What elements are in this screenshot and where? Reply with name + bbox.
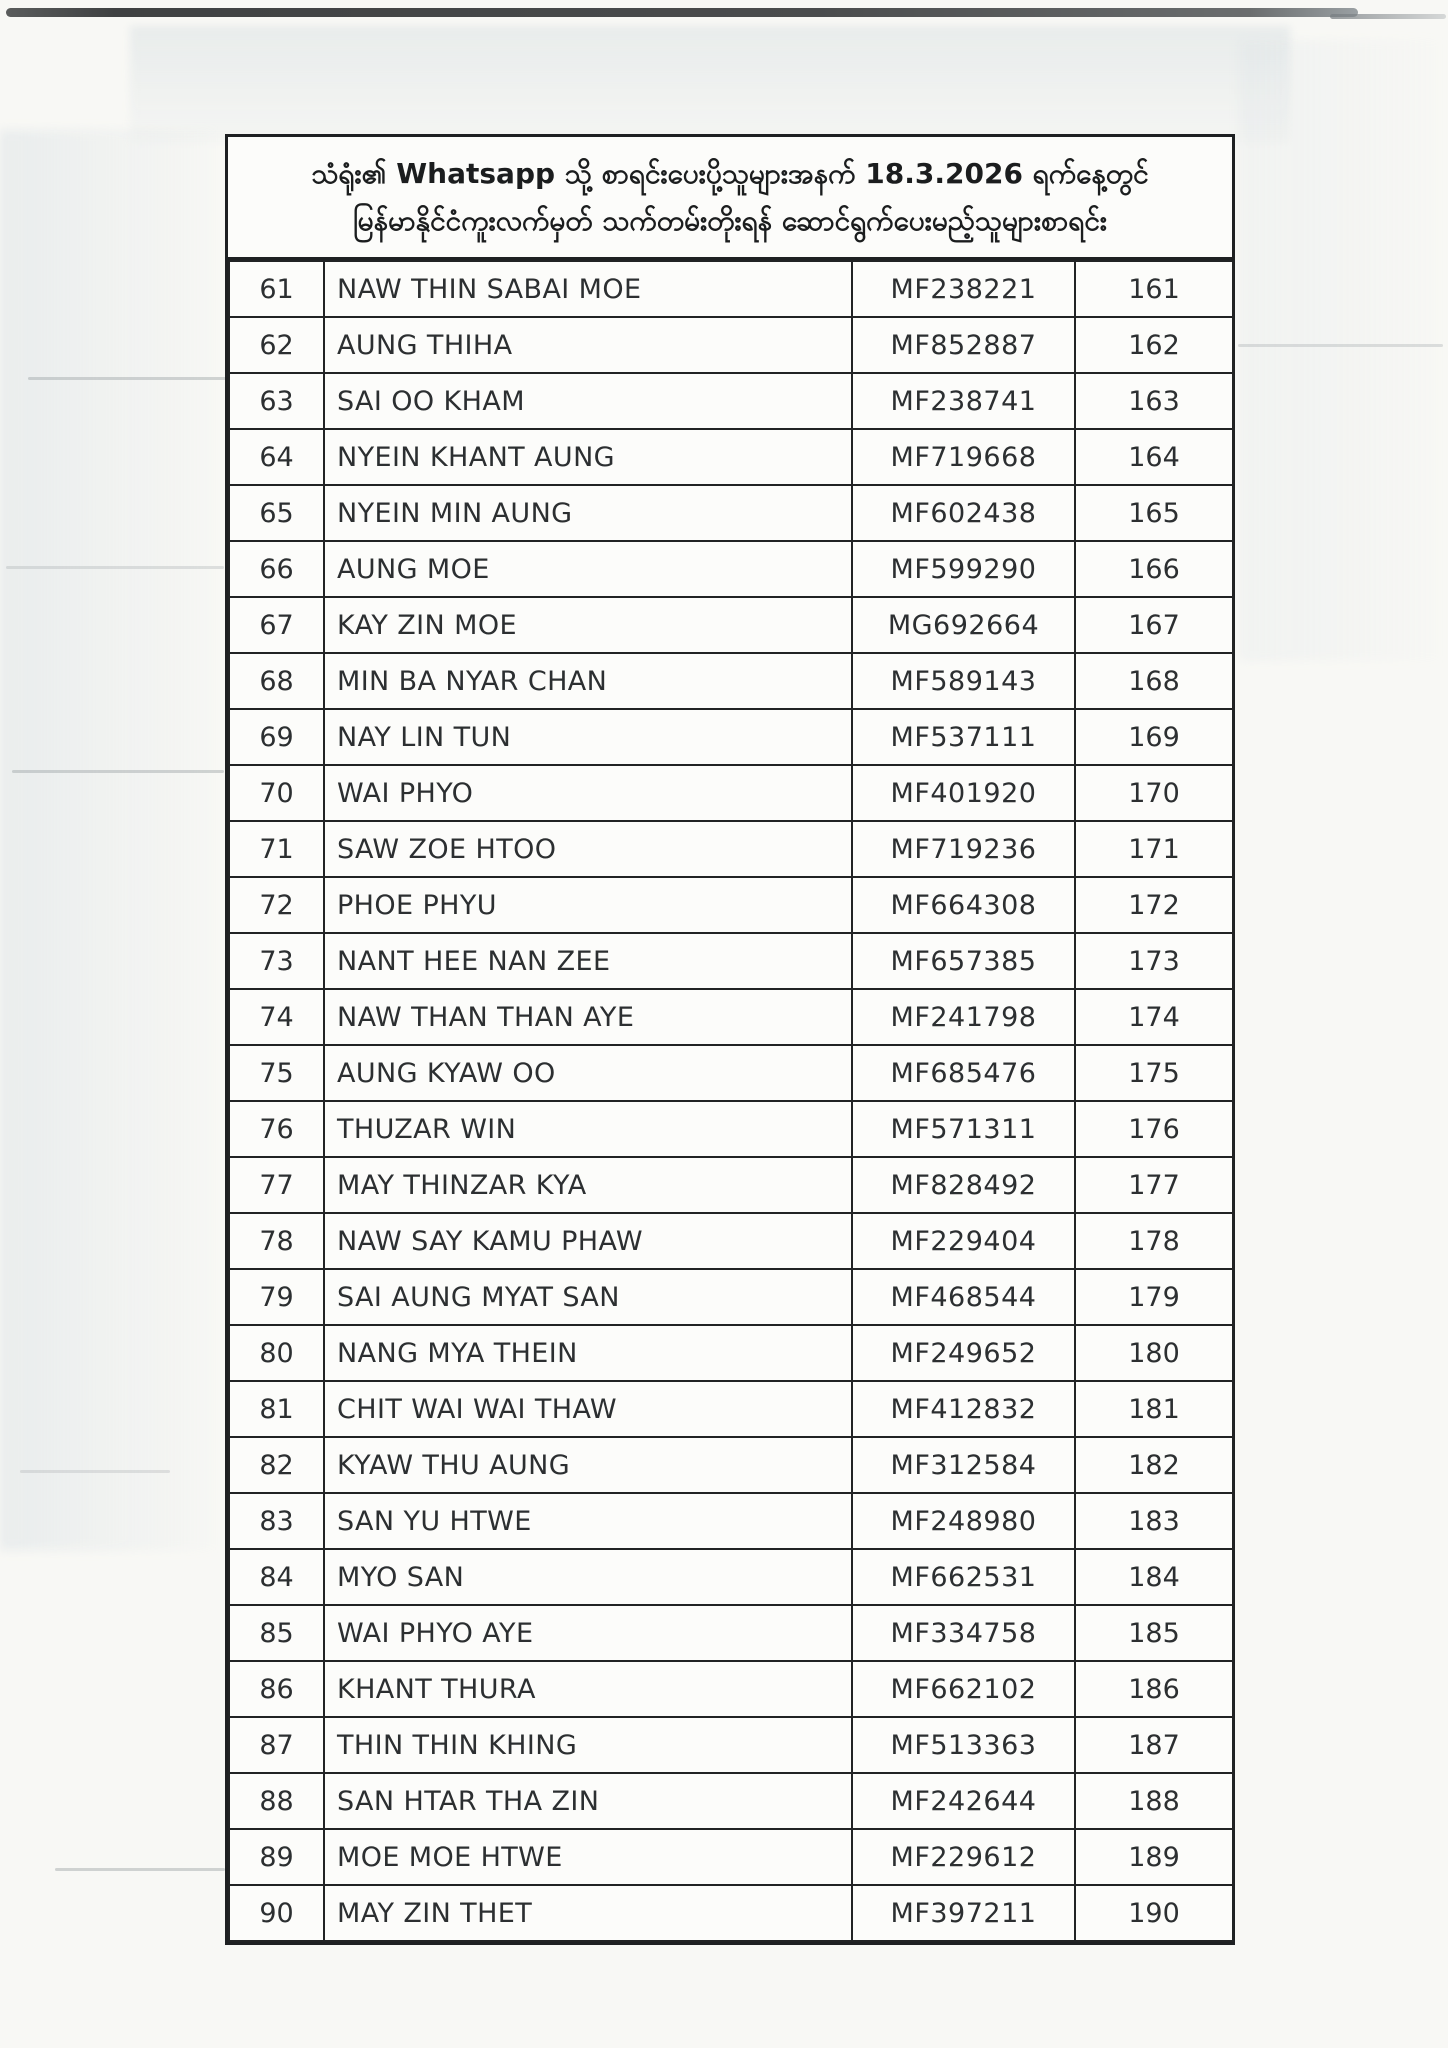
row-number-cell: 87 bbox=[229, 1717, 324, 1773]
table-row bbox=[229, 597, 1233, 653]
row-number-cell: 82 bbox=[229, 1437, 324, 1493]
name-cell: SAN HTAR THA ZIN bbox=[324, 1773, 852, 1829]
serial-number-cell: 164 bbox=[1075, 429, 1233, 485]
table-row bbox=[229, 933, 1233, 989]
table-row bbox=[229, 1437, 1233, 1493]
table-row bbox=[229, 1157, 1233, 1213]
name-cell: KAY ZIN MOE bbox=[324, 597, 852, 653]
passport-number-cell: MF513363 bbox=[852, 1717, 1075, 1773]
row-number-cell: 81 bbox=[229, 1381, 324, 1437]
serial-number-cell: 188 bbox=[1075, 1773, 1233, 1829]
row-number-cell: 89 bbox=[229, 1829, 324, 1885]
name-cell: SAI OO KHAM bbox=[324, 373, 852, 429]
passport-number-cell: MF242644 bbox=[852, 1773, 1075, 1829]
passport-number-cell: MF602438 bbox=[852, 485, 1075, 541]
row-number-cell: 76 bbox=[229, 1101, 324, 1157]
row-number-cell: 63 bbox=[229, 373, 324, 429]
table-row bbox=[229, 1829, 1233, 1885]
table-row bbox=[229, 1661, 1233, 1717]
scan-artifact-line bbox=[20, 1470, 170, 1473]
scan-artifact-tint bbox=[0, 130, 215, 1550]
passport-number-cell: MF657385 bbox=[852, 933, 1075, 989]
scan-artifact-top-line bbox=[6, 8, 1358, 17]
row-number-cell: 85 bbox=[229, 1605, 324, 1661]
row-number-cell: 68 bbox=[229, 653, 324, 709]
passport-number-cell: MF468544 bbox=[852, 1269, 1075, 1325]
passport-number-cell: MF662531 bbox=[852, 1549, 1075, 1605]
serial-number-cell: 169 bbox=[1075, 709, 1233, 765]
passport-number-cell: MF571311 bbox=[852, 1101, 1075, 1157]
document-title bbox=[228, 137, 1232, 260]
table-row bbox=[229, 989, 1233, 1045]
name-cell: NANT HEE NAN ZEE bbox=[324, 933, 852, 989]
passport-number-cell: MF719236 bbox=[852, 821, 1075, 877]
name-cell: THUZAR WIN bbox=[324, 1101, 852, 1157]
table-row bbox=[229, 765, 1233, 821]
name-cell: SAW ZOE HTOO bbox=[324, 821, 852, 877]
passport-number-cell: MF662102 bbox=[852, 1661, 1075, 1717]
table-row bbox=[229, 1269, 1233, 1325]
serial-number-cell: 173 bbox=[1075, 933, 1233, 989]
name-cell: KHANT THURA bbox=[324, 1661, 852, 1717]
row-number-cell: 79 bbox=[229, 1269, 324, 1325]
passport-number-cell: MF537111 bbox=[852, 709, 1075, 765]
name-cell: NAW THAN THAN AYE bbox=[324, 989, 852, 1045]
scan-artifact-line bbox=[28, 377, 228, 380]
roster-table bbox=[228, 260, 1234, 1942]
name-cell: MAY THINZAR KYA bbox=[324, 1157, 852, 1213]
scan-artifact-line bbox=[55, 1868, 225, 1871]
name-cell: MOE MOE HTWE bbox=[324, 1829, 852, 1885]
passport-number-cell: MG692664 bbox=[852, 597, 1075, 653]
serial-number-cell: 184 bbox=[1075, 1549, 1233, 1605]
serial-number-cell: 181 bbox=[1075, 1381, 1233, 1437]
name-cell: AUNG KYAW OO bbox=[324, 1045, 852, 1101]
name-cell: WAI PHYO AYE bbox=[324, 1605, 852, 1661]
name-cell: AUNG MOE bbox=[324, 541, 852, 597]
document-title-line1: သံရုံး၏ Whatsapp သို့ စာရင်းပေးပို့သူများအနက် 18.3.2026 ရက်နေ့တွင် bbox=[311, 157, 1149, 190]
table-body bbox=[229, 261, 1233, 1941]
passport-number-cell: MF685476 bbox=[852, 1045, 1075, 1101]
table-row bbox=[229, 709, 1233, 765]
serial-number-cell: 189 bbox=[1075, 1829, 1233, 1885]
row-number-cell: 74 bbox=[229, 989, 324, 1045]
passport-number-cell: MF664308 bbox=[852, 877, 1075, 933]
table-row bbox=[229, 1325, 1233, 1381]
passport-number-cell: MF229612 bbox=[852, 1829, 1075, 1885]
name-cell: NANG MYA THEIN bbox=[324, 1325, 852, 1381]
row-number-cell: 77 bbox=[229, 1157, 324, 1213]
row-number-cell: 80 bbox=[229, 1325, 324, 1381]
row-number-cell: 72 bbox=[229, 877, 324, 933]
row-number-cell: 70 bbox=[229, 765, 324, 821]
name-cell: NYEIN MIN AUNG bbox=[324, 485, 852, 541]
passport-number-cell: MF334758 bbox=[852, 1605, 1075, 1661]
row-number-cell: 66 bbox=[229, 541, 324, 597]
name-cell: NYEIN KHANT AUNG bbox=[324, 429, 852, 485]
serial-number-cell: 185 bbox=[1075, 1605, 1233, 1661]
passport-number-cell: MF249652 bbox=[852, 1325, 1075, 1381]
table-row bbox=[229, 653, 1233, 709]
name-cell: NAW THIN SABAI MOE bbox=[324, 261, 852, 317]
table-row bbox=[229, 429, 1233, 485]
row-number-cell: 90 bbox=[229, 1885, 324, 1941]
table-row bbox=[229, 877, 1233, 933]
serial-number-cell: 168 bbox=[1075, 653, 1233, 709]
serial-number-cell: 179 bbox=[1075, 1269, 1233, 1325]
passport-number-cell: MF312584 bbox=[852, 1437, 1075, 1493]
name-cell: CHIT WAI WAI THAW bbox=[324, 1381, 852, 1437]
serial-number-cell: 187 bbox=[1075, 1717, 1233, 1773]
table-row bbox=[229, 1493, 1233, 1549]
row-number-cell: 61 bbox=[229, 261, 324, 317]
name-cell: NAY LIN TUN bbox=[324, 709, 852, 765]
row-number-cell: 67 bbox=[229, 597, 324, 653]
row-number-cell: 65 bbox=[229, 485, 324, 541]
scan-artifact-tint bbox=[130, 26, 1290, 144]
passport-number-cell: MF401920 bbox=[852, 765, 1075, 821]
serial-number-cell: 177 bbox=[1075, 1157, 1233, 1213]
serial-number-cell: 180 bbox=[1075, 1325, 1233, 1381]
scan-artifact-line bbox=[6, 566, 224, 569]
table-row bbox=[229, 1717, 1233, 1773]
table-row bbox=[229, 485, 1233, 541]
table-row bbox=[229, 1213, 1233, 1269]
serial-number-cell: 178 bbox=[1075, 1213, 1233, 1269]
serial-number-cell: 175 bbox=[1075, 1045, 1233, 1101]
name-cell: PHOE PHYU bbox=[324, 877, 852, 933]
document-title-line2: မြန်မာနိုင်ငံကူးလက်မှတ် သက်တမ်းတိုးရန် ဆောင်ရွက်ပေးမည့်သူများစာရင်း bbox=[352, 204, 1108, 237]
passport-number-cell: MF397211 bbox=[852, 1885, 1075, 1941]
row-number-cell: 75 bbox=[229, 1045, 324, 1101]
serial-number-cell: 171 bbox=[1075, 821, 1233, 877]
serial-number-cell: 170 bbox=[1075, 765, 1233, 821]
table-row bbox=[229, 1773, 1233, 1829]
passport-number-cell: MF719668 bbox=[852, 429, 1075, 485]
passport-number-cell: MF248980 bbox=[852, 1493, 1075, 1549]
row-number-cell: 71 bbox=[229, 821, 324, 877]
name-cell: SAN YU HTWE bbox=[324, 1493, 852, 1549]
table-row bbox=[229, 1381, 1233, 1437]
serial-number-cell: 162 bbox=[1075, 317, 1233, 373]
passport-number-cell: MF238221 bbox=[852, 261, 1075, 317]
passport-number-cell: MF241798 bbox=[852, 989, 1075, 1045]
scan-artifact-line bbox=[12, 770, 224, 773]
serial-number-cell: 176 bbox=[1075, 1101, 1233, 1157]
name-cell: AUNG THIHA bbox=[324, 317, 852, 373]
table-row bbox=[229, 1605, 1233, 1661]
name-cell: WAI PHYO bbox=[324, 765, 852, 821]
name-cell: MAY ZIN THET bbox=[324, 1885, 852, 1941]
row-number-cell: 62 bbox=[229, 317, 324, 373]
table-row bbox=[229, 821, 1233, 877]
passport-number-cell: MF412832 bbox=[852, 1381, 1075, 1437]
serial-number-cell: 166 bbox=[1075, 541, 1233, 597]
name-cell: THIN THIN KHING bbox=[324, 1717, 852, 1773]
row-number-cell: 86 bbox=[229, 1661, 324, 1717]
passport-roster-table bbox=[225, 134, 1235, 1945]
table-row bbox=[229, 1045, 1233, 1101]
passport-number-cell: MF589143 bbox=[852, 653, 1075, 709]
scan-artifact-top-line-tail bbox=[1330, 14, 1446, 19]
table-row bbox=[229, 1885, 1233, 1941]
passport-number-cell: MF238741 bbox=[852, 373, 1075, 429]
row-number-cell: 83 bbox=[229, 1493, 324, 1549]
serial-number-cell: 167 bbox=[1075, 597, 1233, 653]
scan-artifact-tint bbox=[1240, 40, 1440, 660]
serial-number-cell: 174 bbox=[1075, 989, 1233, 1045]
row-number-cell: 73 bbox=[229, 933, 324, 989]
row-number-cell: 69 bbox=[229, 709, 324, 765]
serial-number-cell: 183 bbox=[1075, 1493, 1233, 1549]
table-row bbox=[229, 261, 1233, 317]
row-number-cell: 88 bbox=[229, 1773, 324, 1829]
name-cell: NAW SAY KAMU PHAW bbox=[324, 1213, 852, 1269]
row-number-cell: 84 bbox=[229, 1549, 324, 1605]
name-cell: MYO SAN bbox=[324, 1549, 852, 1605]
passport-number-cell: MF828492 bbox=[852, 1157, 1075, 1213]
table-row bbox=[229, 541, 1233, 597]
table-row bbox=[229, 373, 1233, 429]
name-cell: KYAW THU AUNG bbox=[324, 1437, 852, 1493]
serial-number-cell: 190 bbox=[1075, 1885, 1233, 1941]
table-row bbox=[229, 1101, 1233, 1157]
serial-number-cell: 163 bbox=[1075, 373, 1233, 429]
name-cell: SAI AUNG MYAT SAN bbox=[324, 1269, 852, 1325]
row-number-cell: 78 bbox=[229, 1213, 324, 1269]
serial-number-cell: 165 bbox=[1075, 485, 1233, 541]
name-cell: MIN BA NYAR CHAN bbox=[324, 653, 852, 709]
passport-number-cell: MF599290 bbox=[852, 541, 1075, 597]
row-number-cell: 64 bbox=[229, 429, 324, 485]
table-row bbox=[229, 317, 1233, 373]
serial-number-cell: 172 bbox=[1075, 877, 1233, 933]
passport-number-cell: MF229404 bbox=[852, 1213, 1075, 1269]
serial-number-cell: 182 bbox=[1075, 1437, 1233, 1493]
serial-number-cell: 186 bbox=[1075, 1661, 1233, 1717]
passport-number-cell: MF852887 bbox=[852, 317, 1075, 373]
serial-number-cell: 161 bbox=[1075, 261, 1233, 317]
table-row bbox=[229, 1549, 1233, 1605]
scan-artifact-line bbox=[1238, 344, 1443, 347]
